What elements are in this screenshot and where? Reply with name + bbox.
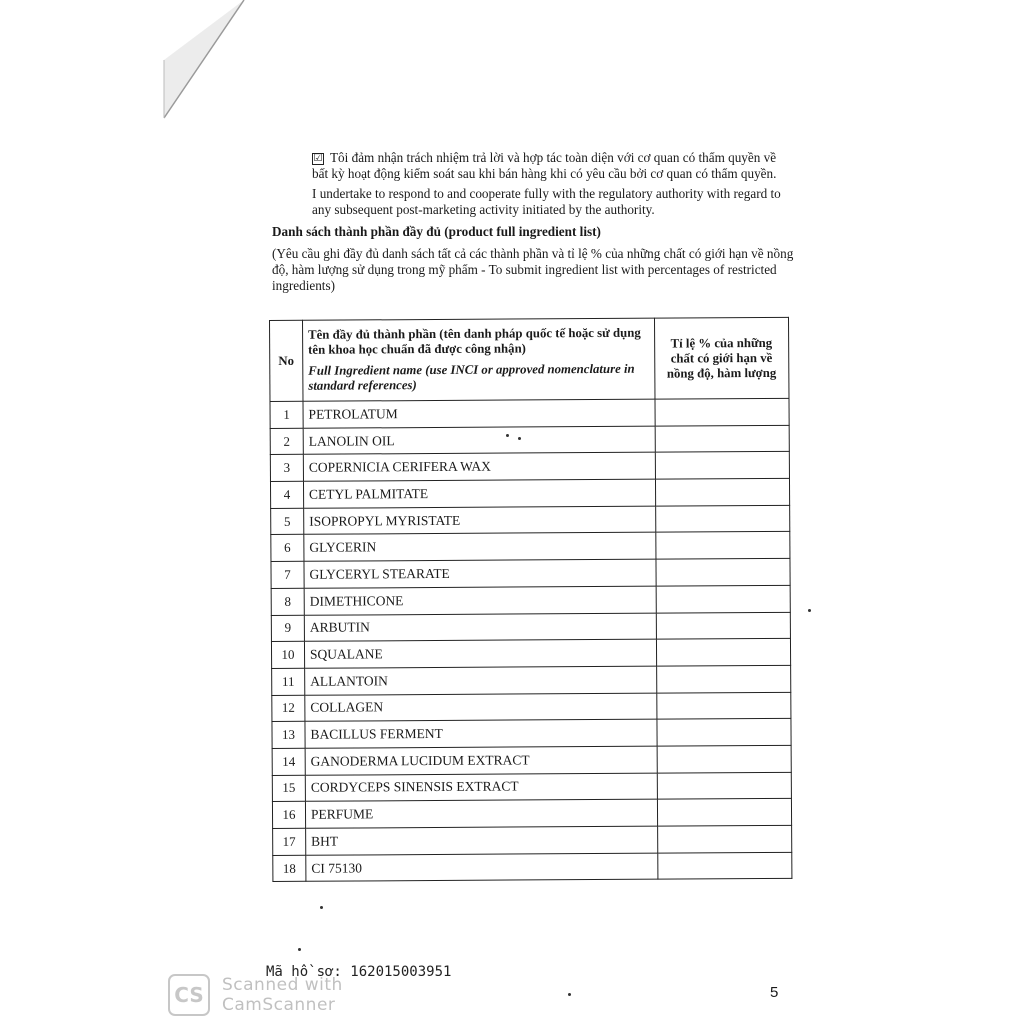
row-number: 6 xyxy=(271,535,304,562)
checked-checkbox-icon: ☑ xyxy=(313,153,323,164)
row-percentage xyxy=(657,852,792,880)
row-percentage xyxy=(657,825,792,853)
row-percentage xyxy=(656,585,791,613)
table-row xyxy=(272,719,791,749)
row-ingredient-name: GLYCERIN xyxy=(304,533,656,562)
table-row xyxy=(272,772,791,802)
table-row xyxy=(271,505,790,535)
row-percentage xyxy=(657,772,792,800)
row-number: 12 xyxy=(272,695,305,722)
scan-speck xyxy=(320,906,323,909)
page-corner-fold xyxy=(0,0,260,130)
row-ingredient-name: COLLAGEN xyxy=(305,693,657,722)
watermark-line1: Scanned with xyxy=(222,975,343,995)
row-percentage xyxy=(655,532,790,560)
row-percentage xyxy=(654,398,789,426)
row-number: 18 xyxy=(273,855,306,882)
row-ingredient-name: CETYL PALMITATE xyxy=(303,479,655,508)
row-number: 13 xyxy=(272,722,305,749)
row-number: 9 xyxy=(271,615,304,642)
row-number: 5 xyxy=(271,508,304,535)
table-row xyxy=(272,665,791,695)
row-percentage xyxy=(656,719,791,747)
scan-speck xyxy=(568,993,571,996)
row-number: 10 xyxy=(271,641,304,668)
table-row xyxy=(272,745,791,775)
table-row xyxy=(273,852,792,882)
table-row xyxy=(271,585,790,615)
ingredient-list-requirement: (Yêu cầu ghi đầy đủ danh sách tất cả các thành phần và tỉ lệ % của những chất có giới hạn về nồng độ, hàm lượng sử dụng trong mỹ phẩm - To submit ingredient list with percentages of restricted ingredients) xyxy=(272,246,794,293)
row-number: 3 xyxy=(270,455,303,482)
row-percentage xyxy=(656,665,791,693)
row-ingredient-name: ALLANTOIN xyxy=(305,666,657,695)
table-row xyxy=(271,612,790,642)
row-number: 4 xyxy=(270,481,303,508)
row-ingredient-name: GLYCERYL STEARATE xyxy=(304,559,656,588)
header-percentage: Tỉ lệ % của những chất có giới hạn về nồng độ, hàm lượng xyxy=(654,317,789,399)
table-header-row xyxy=(270,317,789,401)
commitment-vietnamese xyxy=(272,150,794,182)
row-percentage xyxy=(656,692,791,720)
header-no: No xyxy=(270,320,303,401)
row-percentage xyxy=(655,505,790,533)
table-row xyxy=(271,639,790,669)
scan-speck xyxy=(808,609,811,612)
row-percentage xyxy=(655,478,790,506)
table-row xyxy=(270,425,789,455)
row-number: 8 xyxy=(271,588,304,615)
table-row xyxy=(270,478,789,508)
row-ingredient-name: PETROLATUM xyxy=(303,399,655,428)
row-ingredient-name: PERFUME xyxy=(305,799,657,828)
row-ingredient-name: DIMETHICONE xyxy=(304,586,656,615)
row-ingredient-name: SQUALANE xyxy=(304,639,656,668)
commitment-english: I undertake to respond to and cooperate fully with the regulatory authority with regard to any subsequent post-marketing activity initiated by the authority. xyxy=(312,186,781,217)
row-number: 17 xyxy=(273,828,306,855)
table-row xyxy=(271,558,790,588)
row-number: 11 xyxy=(272,668,305,695)
camscanner-logo: CS xyxy=(168,974,210,1016)
row-percentage xyxy=(657,799,792,827)
row-ingredient-name: COPERNICIA CERIFERA WAX xyxy=(303,453,655,482)
table-row xyxy=(273,825,792,855)
row-number: 2 xyxy=(270,428,303,455)
commitment-vietnamese-text: Tôi đảm nhận trách nhiệm trả lời và hợp tác toàn diện với cơ quan có thẩm quyền về bất kỳ hoạt động kiểm soát sau khi bán hàng khi có yêu cầu bởi cơ quan có thẩm quyền. xyxy=(312,150,777,181)
row-ingredient-name: ARBUTIN xyxy=(304,613,656,642)
row-percentage xyxy=(657,745,792,773)
row-ingredient-name: BHT xyxy=(306,826,658,855)
scan-speck xyxy=(518,437,521,440)
table-body xyxy=(270,398,792,882)
row-ingredient-name: CI 75130 xyxy=(306,853,658,882)
scan-speck xyxy=(506,434,509,437)
row-percentage xyxy=(655,425,790,453)
table-row xyxy=(271,532,790,562)
header-name-english: Full Ingredient name (use INCI or approved nomenclature in standard references) xyxy=(308,361,635,393)
camscanner-watermark xyxy=(168,974,343,1016)
row-ingredient-name: ISOPROPYL MYRISTATE xyxy=(304,506,656,535)
header-name-vietnamese: Tên đầy đủ thành phần (tên danh pháp quốc tế hoặc sử dụng tên khoa học chuẩn đã được công nhận) xyxy=(308,325,641,357)
scan-speck xyxy=(298,948,301,951)
file-number: Mã hồ sơ: 162015003951 xyxy=(266,964,452,980)
row-percentage xyxy=(655,452,790,480)
row-percentage xyxy=(656,639,791,667)
header-ingredient-name xyxy=(302,318,654,401)
table-row xyxy=(270,452,789,482)
row-percentage xyxy=(655,558,790,586)
row-number: 14 xyxy=(272,748,305,775)
row-number: 1 xyxy=(270,401,303,428)
page-number: 5 xyxy=(770,984,779,1001)
row-number: 15 xyxy=(272,775,305,802)
table-row xyxy=(272,692,791,722)
row-number: 7 xyxy=(271,561,304,588)
watermark-text xyxy=(222,975,343,1015)
commitment-section xyxy=(272,150,794,294)
watermark-line2: CamScanner xyxy=(222,995,336,1015)
row-ingredient-name: BACILLUS FERMENT xyxy=(305,719,657,748)
table-row xyxy=(272,799,791,829)
ingredient-list-heading: Danh sách thành phần đầy đủ (product full ingredient list) xyxy=(272,224,601,239)
ingredient-table xyxy=(269,317,792,883)
row-ingredient-name: LANOLIN OIL xyxy=(303,426,655,455)
table-row xyxy=(270,398,789,428)
row-ingredient-name: CORDYCEPS SINENSIS EXTRACT xyxy=(305,773,657,802)
row-number: 16 xyxy=(272,802,305,829)
row-percentage xyxy=(656,612,791,640)
row-ingredient-name: GANODERMA LUCIDUM EXTRACT xyxy=(305,746,657,775)
